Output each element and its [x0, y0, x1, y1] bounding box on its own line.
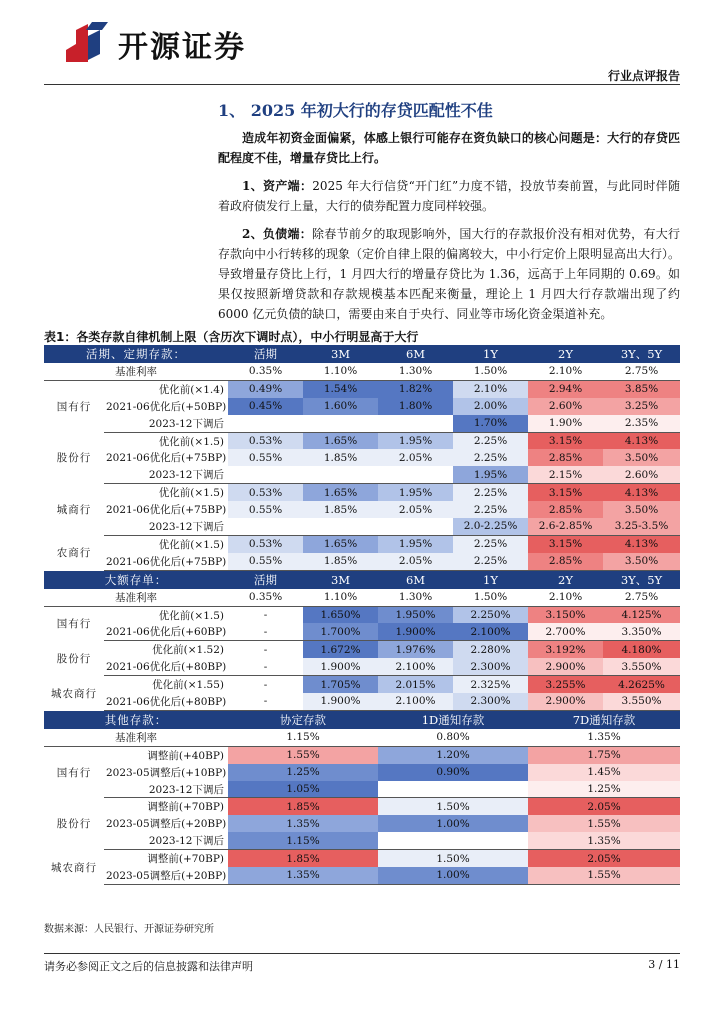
bank-type: 股份行: [56, 652, 92, 665]
rate-cell: 2.10%: [453, 380, 528, 397]
footer-disclaimer: 请务必参阅正文之后的信息披露和法律声明: [44, 960, 253, 973]
rate-cell: 1.85%: [303, 553, 378, 570]
row-label: 调整前(+70BP): [147, 801, 224, 814]
rate-cell: 3.550%: [603, 658, 680, 675]
rate-cell: 2.0-2.25%: [453, 518, 528, 535]
rate-cell: 1.05%: [228, 781, 378, 798]
rate-cell: [378, 466, 453, 483]
column-header: 3M: [303, 570, 378, 589]
report-type: 行业点评报告: [607, 69, 680, 83]
column-header: 3M: [303, 345, 378, 363]
rate-cell: 2.015%: [378, 676, 453, 693]
rate-cell: 2.05%: [378, 449, 453, 466]
rate-cell: 2.900%: [528, 693, 603, 710]
rate-cell: [378, 781, 528, 798]
column-header: 2Y: [528, 570, 603, 589]
rate-cell: 2.100%: [378, 693, 453, 710]
rate-cell: 2.300%: [453, 658, 528, 675]
rate-cell: 1.65%: [303, 432, 378, 449]
row-label: 2021-06优化后(+75BP): [106, 452, 227, 465]
rate-cell: 4.13%: [603, 535, 680, 552]
column-header: 活期: [228, 345, 303, 363]
table-source: 数据来源：人民银行、开源证券研究所: [44, 924, 214, 935]
rate-cell: 2.6-2.85%: [528, 518, 603, 535]
table-row: [44, 398, 680, 415]
column-header: 2Y: [528, 345, 603, 363]
rate-cell: 1.25%: [528, 781, 680, 798]
bank-type: 农商行: [56, 547, 92, 560]
base-rate-row: [44, 589, 680, 606]
base-rate-row: [44, 729, 680, 746]
paragraph-asset-side: [218, 176, 680, 216]
rate-cell: [228, 415, 303, 432]
rate-cell: 3.25-3.5%: [603, 518, 680, 535]
row-label: 2021-06优化后(+75BP): [104, 553, 228, 570]
asset-side-label: 1、资产端：: [242, 179, 313, 193]
paragraph-liability-side: [218, 224, 680, 324]
rate-cell: 1.672%: [303, 641, 378, 658]
rate-cell: 3.192%: [528, 641, 603, 658]
row-label: 优化前(×1.5): [158, 609, 224, 622]
base-rate-value: 1.15%: [228, 729, 378, 746]
rate-cell: [303, 466, 378, 483]
rate-cell: [378, 415, 453, 432]
row-label: 优化前(×1.5): [158, 487, 224, 500]
table-row: [44, 746, 680, 763]
rate-cell: 2.05%: [378, 553, 453, 570]
rate-cell: 2.05%: [528, 850, 680, 867]
rate-cell: -: [263, 643, 268, 656]
rate-cell: 1.85%: [303, 449, 378, 466]
paragraph-summary: 造成年初资金面偏紧，体感上银行可能存在资负缺口的核心问题是：大行的存贷匹配程度不佳，增量存贷比上行。: [218, 131, 680, 165]
rate-cell: 2.35%: [603, 415, 680, 432]
bank-type: 城商行: [56, 504, 92, 517]
row-label: 优化前(×1.55): [152, 679, 224, 692]
column-header: 6M: [378, 345, 453, 363]
table-row: [44, 606, 680, 623]
table-row: [44, 641, 680, 658]
rate-cell: 0.53%: [228, 432, 303, 449]
liability-side-text: 除春节前夕的取现影响外，国大行的存款报价没有相对优势，有大行存款向中小行转移的现象（定价自律上限的偏离较大，中小行定价上限明显高出大行）。导致增量存贷比上行，1 月四大行的增量存贷比为 1.36，远高于上年同期的 0.69。如果仅按照新增贷款和存款规模基本匹配来衡量，理论上 1 月四大行存款端出现了约 6000 亿元负债的缺口，需要由来自于央行、同业等市场化资金渠道补充。: [218, 227, 681, 321]
table-row: [44, 432, 680, 449]
rate-cell: 0.55%: [228, 553, 303, 570]
column-header: 6M: [378, 570, 453, 589]
rate-cell: 1.20%: [378, 746, 528, 763]
table-row: [44, 764, 680, 781]
rate-cell: -: [228, 658, 303, 675]
table-row: [44, 867, 680, 884]
rate-cell: 3.50%: [603, 501, 680, 518]
rate-cell: 2.280%: [453, 641, 528, 658]
column-header: 3Y、5Y: [603, 345, 680, 363]
rate-cell: 2.25%: [453, 501, 528, 518]
table-row: [44, 415, 680, 432]
rate-cell: 1.00%: [378, 867, 528, 884]
row-label: 2023-12下调后: [104, 781, 228, 798]
base-rate-value: 0.35%: [228, 363, 303, 380]
row-label: 优化前(×1.52): [152, 644, 224, 657]
base-rate-value: 0.80%: [378, 729, 528, 746]
base-rate-value: 1.50%: [453, 589, 528, 606]
rate-cell: 1.95%: [453, 466, 528, 483]
page-number: 3 / 11: [648, 958, 680, 971]
rate-cell: 1.950%: [378, 606, 453, 623]
asset-side-text: 2025 年大行信贷“开门红”力度不错，投放节奏前置，与此同时伴随着政府债发行上量，大行的债券配置力度同样较强。: [218, 179, 680, 213]
row-label: 2023-12下调后: [104, 466, 228, 483]
base-rate-value: 2.75%: [603, 589, 680, 606]
rate-cell: 3.550%: [603, 693, 680, 710]
rate-cell: 1.650%: [303, 606, 378, 623]
column-header: 1D通知存款: [378, 710, 528, 729]
rate-cell: 2.05%: [528, 798, 680, 815]
table-row: [44, 553, 680, 570]
rate-cell: 4.2625%: [603, 676, 680, 693]
rate-cell: 2.250%: [453, 606, 528, 623]
rate-cell: 1.900%: [378, 623, 453, 640]
brand-logo: [62, 18, 282, 66]
rate-cell: 1.80%: [378, 398, 453, 415]
rate-cell: 4.180%: [603, 641, 680, 658]
rate-cell: 4.13%: [603, 432, 680, 449]
rate-cell: 1.95%: [378, 432, 453, 449]
row-label: 2023-05调整后(+10BP): [106, 766, 227, 779]
row-label: 2023-12下调后: [104, 415, 228, 432]
row-label: 2021-06优化后(+75BP): [106, 504, 227, 517]
table-row: [44, 518, 680, 535]
rate-cell: 1.54%: [303, 380, 378, 397]
rate-cell: 1.85%: [228, 798, 378, 815]
table-row: [44, 676, 680, 693]
rate-cell: 3.150%: [528, 606, 603, 623]
base-rate-value: 2.10%: [528, 363, 603, 380]
base-rate-label: 基准利率: [44, 589, 228, 606]
bank-type: 股份行: [56, 818, 92, 831]
column-header: 1Y: [453, 345, 528, 363]
rate-cell: -: [263, 609, 268, 622]
rate-cell: 2.325%: [453, 676, 528, 693]
rate-cell: 1.85%: [303, 501, 378, 518]
rate-cell: 1.35%: [228, 815, 378, 832]
base-rate-value: 2.75%: [603, 363, 680, 380]
base-rate-label: 基准利率: [44, 729, 228, 746]
rate-cell: 1.85%: [228, 850, 378, 867]
bank-type: 城农商行: [51, 861, 97, 874]
rate-cell: 3.85%: [603, 380, 680, 397]
row-label: 2021-06优化后(+80BP): [104, 658, 228, 675]
rate-cell: 1.25%: [228, 764, 378, 781]
rate-cell: 2.100%: [453, 623, 528, 640]
rate-cell: 2.60%: [603, 466, 680, 483]
rate-cell: 0.49%: [228, 380, 303, 397]
column-header: 3Y、5Y: [603, 570, 680, 589]
rate-cell: -: [263, 678, 268, 691]
base-rate-value: 1.10%: [303, 589, 378, 606]
rate-cell: -: [228, 693, 303, 710]
rate-cell: 4.125%: [603, 606, 680, 623]
rate-cell: 0.55%: [228, 501, 303, 518]
base-rate-label: 基准利率: [44, 363, 228, 380]
row-label: 2023-12下调后: [104, 518, 228, 535]
rate-cell: 2.700%: [528, 623, 603, 640]
table-row: [44, 815, 680, 832]
table-section-header: [44, 345, 680, 363]
rate-cell: 1.55%: [528, 815, 680, 832]
row-label: 2023-12下调后: [104, 832, 228, 849]
rate-cell: 2.94%: [528, 380, 603, 397]
rate-cell: 1.95%: [378, 535, 453, 552]
bank-type: 国有行: [56, 766, 92, 779]
liability-side-label: 2、负债端：: [242, 227, 313, 241]
section-label: 活期、定期存款：: [44, 345, 228, 363]
rate-cell: 2.00%: [453, 398, 528, 415]
rate-cell: 1.50%: [378, 798, 528, 815]
column-header: 协定存款: [228, 710, 378, 729]
base-rate-value: 1.10%: [303, 363, 378, 380]
section-label: 大额存单：: [44, 570, 228, 589]
rate-cell: [378, 518, 453, 535]
table-row: [44, 658, 680, 675]
rate-cell: [303, 518, 378, 535]
rate-cell: 0.53%: [228, 484, 303, 501]
row-label: 2021-06优化后(+50BP): [106, 400, 227, 413]
table-row: [44, 850, 680, 867]
base-rate-value: 1.35%: [528, 729, 680, 746]
bank-type: 股份行: [56, 452, 92, 465]
rate-cell: 1.70%: [453, 415, 528, 432]
table-row: [44, 380, 680, 397]
table-row: [44, 501, 680, 518]
base-rate-value: 0.35%: [228, 589, 303, 606]
rate-cell: 2.15%: [528, 466, 603, 483]
rate-cell: 0.45%: [228, 398, 303, 415]
rate-cell: 1.976%: [378, 641, 453, 658]
rate-cell: 1.15%: [228, 832, 378, 849]
table-row: [44, 623, 680, 640]
brand-name: 开源证券: [118, 30, 246, 65]
rate-cell: 1.65%: [303, 484, 378, 501]
rate-cell: 2.85%: [528, 553, 603, 570]
rate-cell: 2.900%: [528, 658, 603, 675]
rate-cell: 1.95%: [378, 484, 453, 501]
table-row: [44, 693, 680, 710]
column-header: 活期: [228, 570, 303, 589]
rate-cell: 2.300%: [453, 693, 528, 710]
rate-cell: 2.25%: [453, 535, 528, 552]
row-label: 优化前(×1.5): [158, 435, 224, 448]
rate-cell: 2.85%: [528, 501, 603, 518]
rate-cell: 3.15%: [528, 484, 603, 501]
footer-divider: [44, 953, 680, 954]
rate-cell: 1.55%: [228, 746, 378, 763]
base-rate-row: [44, 363, 680, 380]
rate-cell: 2.25%: [453, 432, 528, 449]
rate-cell: 3.255%: [528, 676, 603, 693]
table-row: [44, 798, 680, 815]
row-label: 调整前(+70BP): [147, 853, 224, 866]
rate-cell: [228, 518, 303, 535]
rate-cell: 1.50%: [378, 850, 528, 867]
rate-cell: 2.100%: [378, 658, 453, 675]
rate-cell: 2.25%: [453, 553, 528, 570]
row-label: 2021-06优化后(+80BP): [104, 693, 228, 710]
rate-cell: 1.35%: [528, 832, 680, 849]
row-label: 优化前(×1.4): [158, 383, 224, 396]
rate-cell: [378, 832, 528, 849]
bank-type: 城农商行: [51, 687, 97, 700]
rate-cell: 3.350%: [603, 623, 680, 640]
rate-cell: 1.700%: [303, 623, 378, 640]
rate-cell: 1.55%: [528, 867, 680, 884]
rate-cell: 3.15%: [528, 432, 603, 449]
section-title: 1、 2025 年初大行的存贷匹配性不佳: [218, 101, 493, 120]
rate-cell: 3.50%: [603, 449, 680, 466]
rate-cell: 1.00%: [378, 815, 528, 832]
table-row: [44, 449, 680, 466]
column-header: 1Y: [453, 570, 528, 589]
table-row: [44, 535, 680, 552]
section-label: 其他存款：: [44, 710, 228, 729]
row-label: 2021-06优化后(+60BP): [104, 623, 228, 640]
rate-cell: 1.705%: [303, 676, 378, 693]
base-rate-value: 1.30%: [378, 363, 453, 380]
header-divider: [44, 84, 680, 85]
table-section-header: [44, 570, 680, 589]
rate-cell: 4.13%: [603, 484, 680, 501]
rate-cell: 1.45%: [528, 764, 680, 781]
rate-cell: 3.25%: [603, 398, 680, 415]
rate-cell: 0.53%: [228, 535, 303, 552]
rate-cell: 1.60%: [303, 398, 378, 415]
row-label: 2023-05调整后(+20BP): [106, 818, 227, 831]
rate-cell: 1.900%: [303, 658, 378, 675]
table-row: [44, 466, 680, 483]
rate-cell: 2.05%: [378, 501, 453, 518]
rate-cell: [303, 415, 378, 432]
base-rate-value: 1.50%: [453, 363, 528, 380]
rate-cell: -: [228, 623, 303, 640]
deposit-rate-table: [44, 345, 680, 885]
rate-cell: 2.25%: [453, 484, 528, 501]
rate-cell: 0.90%: [378, 764, 528, 781]
rate-cell: 2.60%: [528, 398, 603, 415]
rate-cell: 1.90%: [528, 415, 603, 432]
rate-cell: 0.55%: [228, 449, 303, 466]
row-label: 优化前(×1.5): [158, 538, 224, 551]
bank-type: 国有行: [56, 400, 92, 413]
rate-cell: 2.25%: [453, 449, 528, 466]
column-header: 7D通知存款: [528, 710, 680, 729]
rate-cell: 3.15%: [528, 535, 603, 552]
table-row: [44, 781, 680, 798]
rate-cell: 2.85%: [528, 449, 603, 466]
base-rate-value: 2.10%: [528, 589, 603, 606]
table-row: [44, 484, 680, 501]
row-label: 调整前(+40BP): [147, 749, 224, 762]
table-title: 表1：各类存款自律机制上限（含历次下调时点），中小行明显高于大行: [44, 330, 419, 344]
rate-cell: 1.65%: [303, 535, 378, 552]
base-rate-value: 1.30%: [378, 589, 453, 606]
table-row: [44, 832, 680, 849]
rate-cell: 1.75%: [528, 746, 680, 763]
row-label: 2023-05调整后(+20BP): [104, 867, 228, 884]
brand-logo-icon: [62, 20, 110, 64]
bank-type: 国有行: [56, 618, 92, 631]
rate-cell: 1.900%: [303, 693, 378, 710]
rate-cell: 1.82%: [378, 380, 453, 397]
rate-cell: 3.50%: [603, 553, 680, 570]
rate-cell: 1.35%: [228, 867, 378, 884]
table-section-header: [44, 710, 680, 729]
rate-cell: [228, 466, 303, 483]
